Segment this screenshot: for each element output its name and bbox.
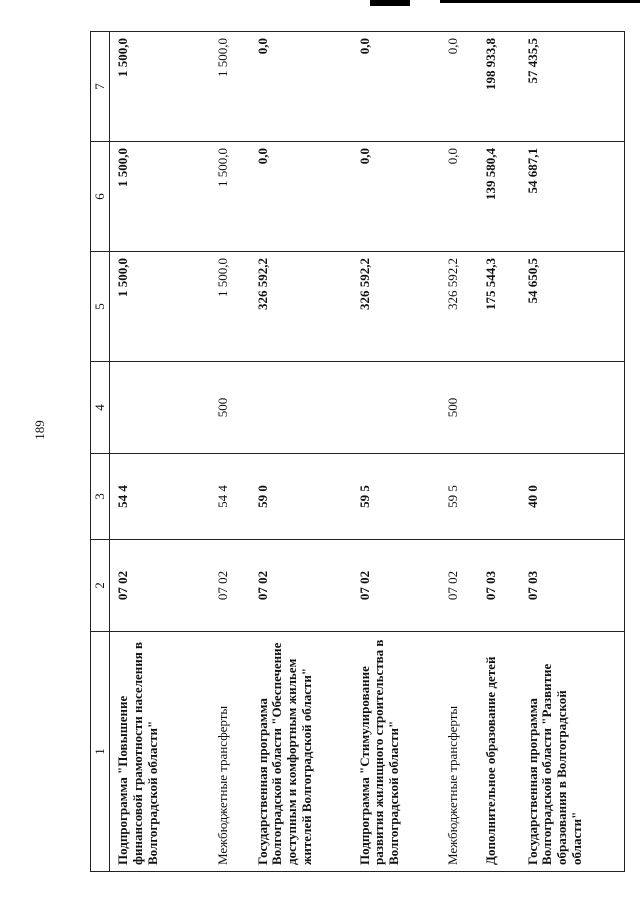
- row-value-7: 0,0: [352, 32, 440, 142]
- table-row: [440, 32, 478, 872]
- row-type: [352, 362, 440, 454]
- row-section: 07 02: [110, 540, 210, 632]
- row-section: 07 02: [440, 540, 478, 632]
- row-program: 54 4: [210, 454, 250, 540]
- budget-table: [90, 31, 625, 872]
- row-name: Подпрограмма "Повышение финансовой грамотности населения в Волгоградской области": [110, 632, 210, 872]
- table-row: [352, 32, 440, 872]
- row-section: 07 03: [478, 540, 520, 632]
- row-value-5: 326 592,2: [440, 252, 478, 362]
- row-value-7: 0,0: [440, 32, 478, 142]
- table-row: [110, 32, 210, 872]
- row-type: [110, 362, 210, 454]
- row-program: [478, 454, 520, 540]
- table-row: [210, 32, 250, 872]
- row-name: Межбюджетные трансферты: [210, 632, 250, 872]
- row-value-6: 1 500,0: [210, 142, 250, 252]
- scan-mark: [370, 0, 410, 6]
- row-value-6: 1 500,0: [110, 142, 210, 252]
- row-type: [250, 362, 352, 454]
- row-type: [478, 362, 520, 454]
- row-section: 07 02: [210, 540, 250, 632]
- row-program: 59 0: [250, 454, 352, 540]
- row-value-6: 54 687,1: [520, 142, 625, 252]
- row-name: Государственная программа Волгоградской области "Развитие образования в Волгоградской области": [520, 632, 625, 872]
- row-value-5: 326 592,2: [352, 252, 440, 362]
- row-section: 07 02: [250, 540, 352, 632]
- row-name: Государственная программа Волгоградской области "Обеспечение доступным и комфортным жильем жителей Волгоградской области": [250, 632, 352, 872]
- col-header: 4: [91, 362, 110, 454]
- row-value-5: 175 544,3: [478, 252, 520, 362]
- row-value-7: 198 933,8: [478, 32, 520, 142]
- row-name: Подпрограмма "Стимулирование развития жилищного строительства в Волгоградской области": [352, 632, 440, 872]
- col-header: 2: [91, 540, 110, 632]
- row-value-5: 1 500,0: [110, 252, 210, 362]
- col-header: 5: [91, 252, 110, 362]
- row-value-5: 1 500,0: [210, 252, 250, 362]
- row-program: 59 5: [440, 454, 478, 540]
- col-header: 6: [91, 142, 110, 252]
- row-value-7: 57 435,5: [520, 32, 625, 142]
- table-row: [478, 32, 520, 872]
- row-program: 59 5: [352, 454, 440, 540]
- row-value-7: 1 500,0: [110, 32, 210, 142]
- row-type: [520, 362, 625, 454]
- row-section: 07 03: [520, 540, 625, 632]
- row-type: 500: [440, 362, 478, 454]
- col-header: 3: [91, 454, 110, 540]
- scan-mark: [440, 0, 640, 3]
- row-type: 500: [210, 362, 250, 454]
- column-number-row: [91, 32, 110, 872]
- rotated-table-wrapper: [90, 32, 625, 872]
- page-number: 189: [31, 420, 47, 440]
- row-value-6: 0,0: [250, 142, 352, 252]
- row-value-5: 326 592,2: [250, 252, 352, 362]
- row-value-5: 54 650,5: [520, 252, 625, 362]
- row-value-6: 139 580,4: [478, 142, 520, 252]
- row-name: Межбюджетные трансферты: [440, 632, 478, 872]
- row-program: 54 4: [110, 454, 210, 540]
- col-header: 7: [91, 32, 110, 142]
- row-program: 40 0: [520, 454, 625, 540]
- row-value-7: 1 500,0: [210, 32, 250, 142]
- row-value-6: 0,0: [352, 142, 440, 252]
- table-row: [250, 32, 352, 872]
- row-name: Дополнительное образование детей: [478, 632, 520, 872]
- table-row: [520, 32, 625, 872]
- row-section: 07 02: [352, 540, 440, 632]
- row-value-7: 0,0: [250, 32, 352, 142]
- col-header: 1: [91, 632, 110, 872]
- row-value-6: 0,0: [440, 142, 478, 252]
